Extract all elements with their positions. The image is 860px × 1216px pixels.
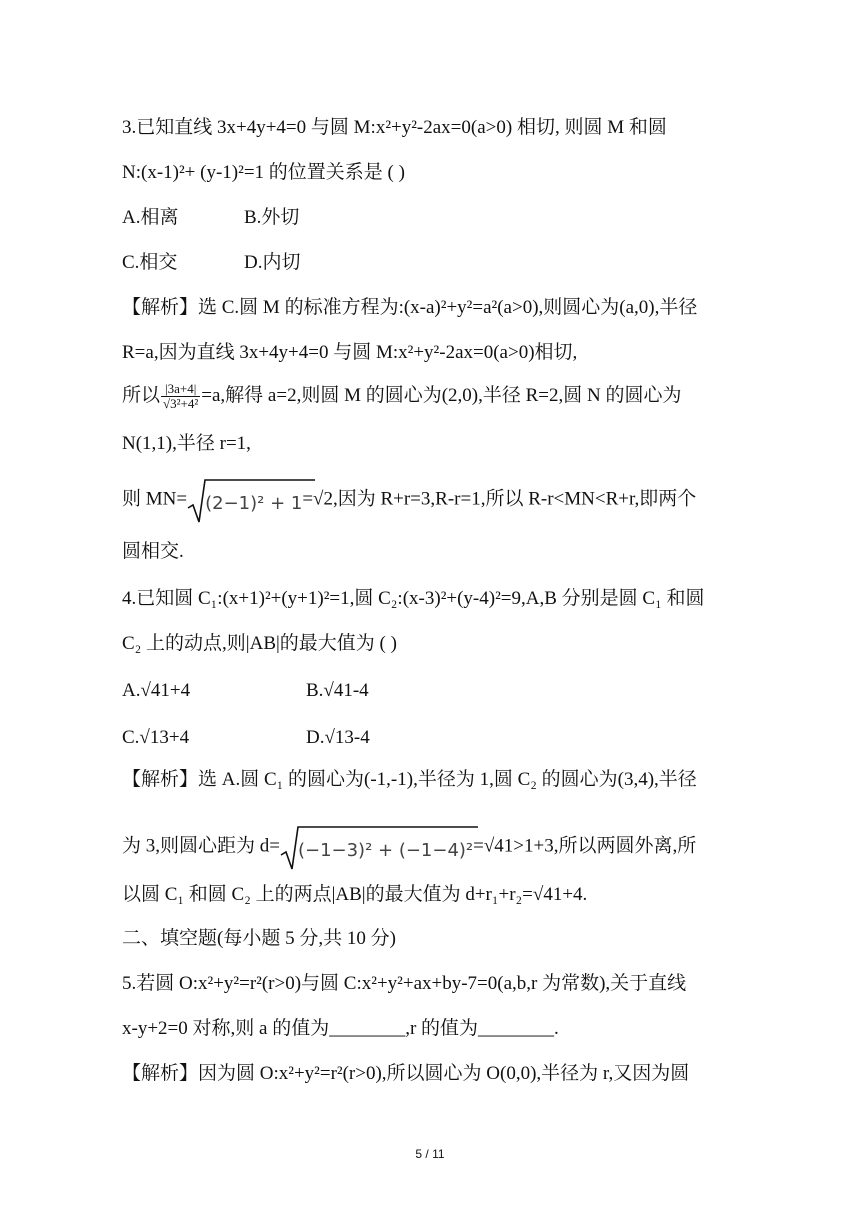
q4-sol2-prefix: 为 3,则圆心距为 d=	[122, 835, 280, 857]
q4-solution-line2	[122, 825, 696, 869]
q5-stem-line1: 5.若圆 O:x²+y²=r²(r>0)与圆 C:x²+y²+ax+by-7=0(a,b,r 为常数),关于直线	[122, 973, 687, 994]
q4-stem-line2: C₂ 上的动点,则|AB|的最大值为 ( )	[122, 633, 397, 654]
q4-sol2-suffix: =√41>1+3,所以两圆外离,所	[473, 835, 697, 857]
q3-solution-line1: 【解析】选 C.圆 M 的标准方程为:(x-a)²+y²=a²(a>0),则圆心为(a,0),半径	[122, 297, 698, 318]
q3-sol5-prefix: 则 MN=	[122, 488, 188, 510]
q3-solution-line5	[122, 478, 696, 522]
radical-sign-icon	[280, 825, 480, 871]
q4-solution-line3: 以圆 C₁ 和圆 C₂ 上的两点|AB|的最大值为 d+r₁+r₂=√41+4.	[122, 884, 588, 905]
mn-radical	[187, 478, 302, 522]
q3-solution-line3	[122, 382, 682, 411]
q5-stem-line2: x-y+2=0 对称,则 a 的值为________,r 的值为________.	[122, 1018, 559, 1039]
q3-option-b: B.外切	[244, 207, 300, 228]
q4-option-d: D.√13-4	[306, 727, 370, 748]
q3-option-c: C.相交	[122, 252, 178, 273]
page-number: 5 / 11	[415, 1147, 445, 1161]
q3-sol3-prefix: 所以	[122, 384, 161, 406]
fraction-denominator: √3²+4²	[163, 396, 199, 411]
distance-radical	[280, 825, 473, 869]
q3-stem-line2: N:(x-1)²+ (y-1)²=1 的位置关系是 ( )	[122, 162, 405, 183]
q4-option-b: B.√41-4	[306, 680, 369, 701]
q3-solution-line6: 圆相交.	[122, 541, 184, 562]
section-heading-fill-in: 二、填空题(每小题 5 分,共 10 分)	[122, 928, 396, 949]
q4-option-c: C.√13+4	[122, 727, 190, 748]
mn-radicand: (2−1)² + 1	[205, 493, 303, 514]
q5-solution-line1: 【解析】因为圆 O:x²+y²=r²(r>0),所以圆心为 O(0,0),半径为 r,又因为圆	[122, 1063, 690, 1084]
q3-solution-line4: N(1,1),半径 r=1,	[122, 433, 251, 454]
q4-option-a: A.√41+4	[122, 680, 191, 701]
q3-sol3-suffix: =a,解得 a=2,则圆 M 的圆心为(2,0),半径 R=2,圆 N 的圆心为	[201, 384, 682, 406]
q3-stem-line1: 3.已知直线 3x+4y+4=0 与圆 M:x²+y²-2ax=0(a>0) 相切, 则圆 M 和圆	[122, 117, 667, 138]
q4-solution-line1: 【解析】选 A.圆 C₁ 的圆心为(-1,-1),半径为 1,圆 C₂ 的圆心为(3,4),半径	[122, 769, 697, 790]
fraction-numerator: |3a+4|	[161, 382, 200, 397]
distance-fraction	[161, 382, 200, 411]
q4-stem-line1: 4.已知圆 C₁:(x+1)²+(y+1)²=1,圆 C₂:(x-3)²+(y-4)²=9,A,B 分别是圆 C₁ 和圆	[122, 588, 705, 609]
distance-radicand: (−1−3)² + (−1−4)²	[297, 840, 474, 861]
q3-sol5-suffix: =√2,因为 R+r=3,R-r=1,所以 R-r<MN<R+r,即两个	[302, 488, 697, 510]
radical-sign-icon	[187, 478, 317, 524]
q3-option-a: A.相离	[122, 207, 179, 228]
q3-option-d: D.内切	[244, 252, 301, 273]
q3-solution-line2: R=a,因为直线 3x+4y+4=0 与圆 M:x²+y²-2ax=0(a>0)相切,	[122, 342, 578, 363]
